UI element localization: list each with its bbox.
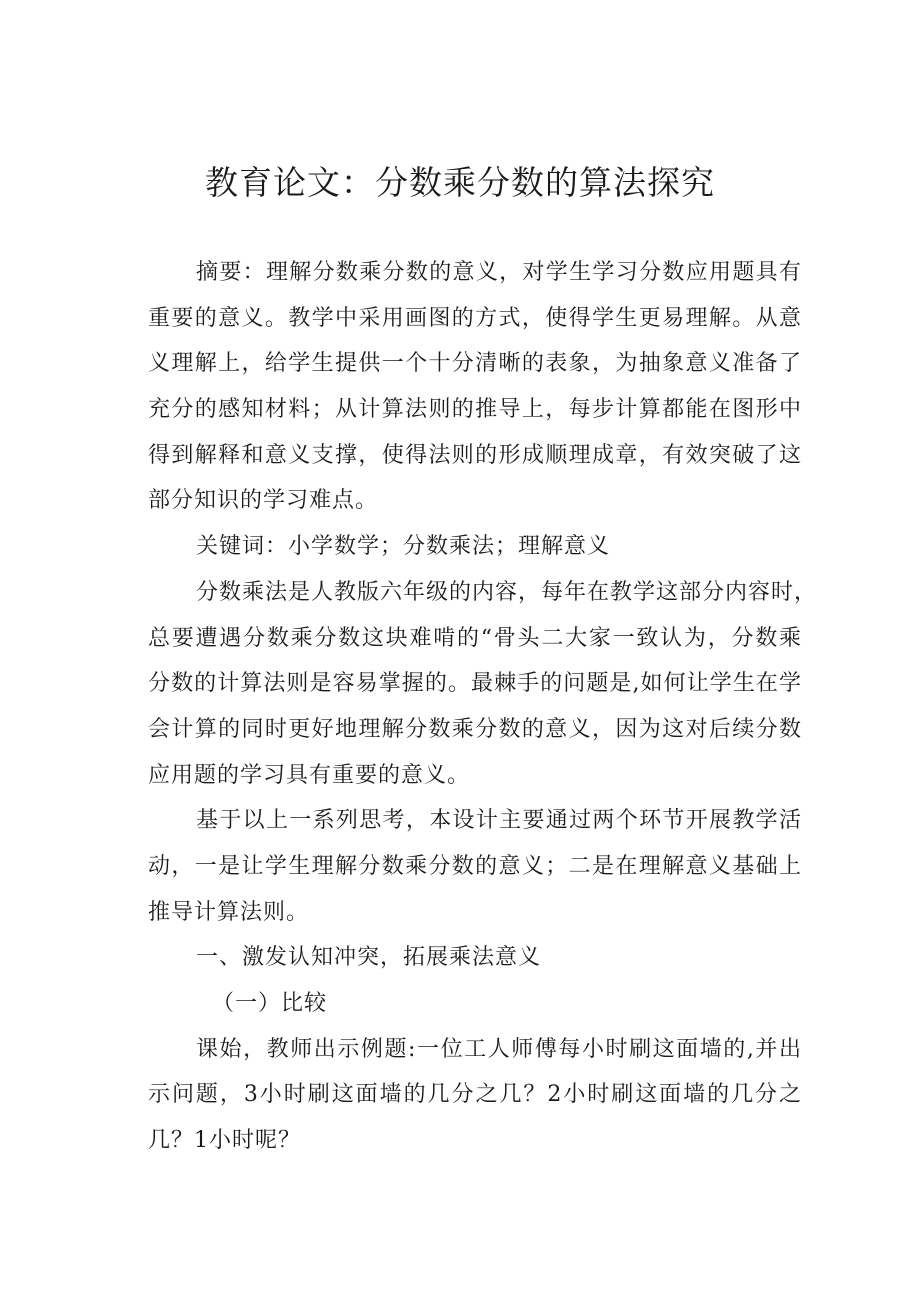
keywords-line: 关键词：小学数学；分数乘法；理解意义 [196, 534, 611, 560]
paragraph-line: 基于以上一系列思考，本设计主要通过两个环节开展教学活 [196, 808, 802, 834]
paragraph-line: 几？1小时呢？ [148, 1128, 301, 1154]
abstract-line: 充分的感知材料；从计算法则的推导上，每步计算都能在图形中 [148, 397, 802, 423]
abstract-line: 摘要：理解分数乘分数的意义，对学生学习分数应用题具有 [196, 260, 802, 285]
paragraph-line: 示问题，3小时刷这面墙的几分之几？2小时刷这面墙的几分之 [148, 1082, 802, 1108]
subsection-heading: （一）比较 [212, 991, 328, 1016]
page-title: 教育论文：分数乘分数的算法探究 [205, 163, 715, 202]
paragraph-line: 分数的计算法则是容易掌握的。最棘手的问题是,如何让学生在学 [148, 671, 802, 697]
paragraph-line: 动，一是让学生理解分数乘分数的意义；二是在理解意义基础上 [148, 853, 802, 879]
paragraph-line: 应用题的学习具有重要的意义。 [148, 762, 471, 788]
abstract-line: 重要的意义。教学中采用画图的方式，使得学生更易理解。从意 [148, 305, 802, 331]
paragraph-line: 课始，教师出示例题:一位工人师傅每小时刷这面墙的,并出 [196, 1036, 802, 1062]
paragraph-line: 分数乘法是人教版六年级的内容，每年在教学这部分内容时， [196, 579, 818, 605]
paragraph-line: 推导计算法则。 [148, 899, 310, 925]
article-body [148, 250, 818, 1164]
abstract-line: 得到解释和意义支撑，使得法则的形成顺理成章，有效突破了这 [148, 442, 802, 468]
paragraph-line: 总要遭遇分数乘分数这块难啃的“骨头二大家一致认为，分数乘 [148, 625, 802, 651]
abstract-line: 义理解上，给学生提供一个十分清晰的表象，为抽象意义准备了 [148, 351, 802, 377]
section-heading: 一、激发认知冲突，拓展乘法意义 [196, 945, 542, 971]
paragraph-line: 会计算的同时更好地理解分数乘分数的意义，因为这对后续分数 [148, 716, 802, 742]
abstract-line: 部分知识的学习难点。 [148, 488, 379, 514]
